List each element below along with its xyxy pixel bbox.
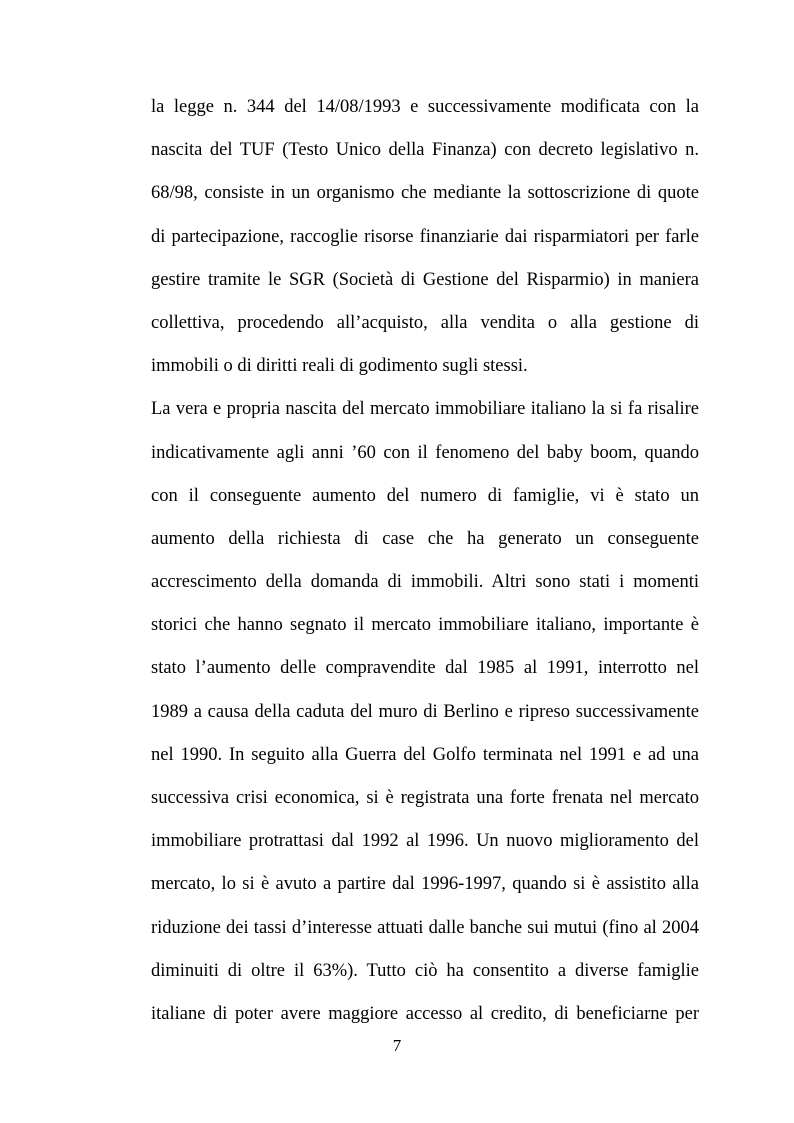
text-line: con il conseguente aumento del numero di famiglie, vi è stato un <box>151 485 699 506</box>
text-line: aumento della richiesta di case che ha generato un conseguente <box>151 528 699 549</box>
text-line: immobili o di diritti reali di godimento sugli stessi. <box>151 356 528 377</box>
text-line: nel 1990. In seguito alla Guerra del Golfo terminata nel 1991 e ad una <box>151 744 699 765</box>
text-line: la legge n. 344 del 14/08/1993 e successivamente modificata con la <box>151 97 699 117</box>
paragraph-2 <box>151 388 699 1036</box>
text-line: gestire tramite le SGR (Società di Gestione del Risparmio) in maniera <box>151 269 699 290</box>
text-line: diminuiti di oltre il 63%). Tutto ciò ha consentito a diverse famiglie <box>151 960 699 981</box>
text-line: indicativamente agli anni ’60 con il fenomeno del baby boom, quando <box>151 442 699 463</box>
text-line: storici che hanno segnato il mercato immobiliare italiano, importante è <box>151 615 699 636</box>
text-line: 1989 a causa della caduta del muro di Berlino e ripreso successivamente <box>151 701 699 722</box>
text-line: stato l’aumento delle compravendite dal 1985 al 1991, interrotto nel <box>151 658 699 679</box>
body-text <box>151 86 699 1036</box>
text-line: italiane di poter avere maggiore accesso al credito, di beneficiarne per <box>151 1003 699 1024</box>
text-line: successiva crisi economica, si è registrata una forte frenata nel mercato <box>151 788 699 808</box>
text-line: immobiliare protrattasi dal 1992 al 1996. Un nuovo miglioramento del <box>151 831 699 852</box>
text-line: di partecipazione, raccoglie risorse finanziarie dai risparmiatori per farle <box>151 226 699 247</box>
text-line: nascita del TUF (Testo Unico della Finanza) con decreto legislativo n. <box>151 140 699 161</box>
text-line: accrescimento della domanda di immobili. Altri sono stati i momenti <box>151 572 699 593</box>
paragraph-1 <box>151 86 699 388</box>
text-line: riduzione dei tassi d’interesse attuati dalle banche sui mutui (fino al 2004 <box>151 917 699 938</box>
page-number: 7 <box>392 1036 402 1055</box>
text-line: 68/98, consiste in un organismo che mediante la sottoscrizione di quote <box>151 183 699 204</box>
text-line: La vera e propria nascita del mercato immobiliare italiano la si fa risalire <box>151 399 699 420</box>
text-line: collettiva, procedendo all’acquisto, alla vendita o alla gestione di <box>151 312 699 333</box>
text-line: mercato, lo si è avuto a partire dal 1996-1997, quando si è assistito alla <box>151 874 699 895</box>
